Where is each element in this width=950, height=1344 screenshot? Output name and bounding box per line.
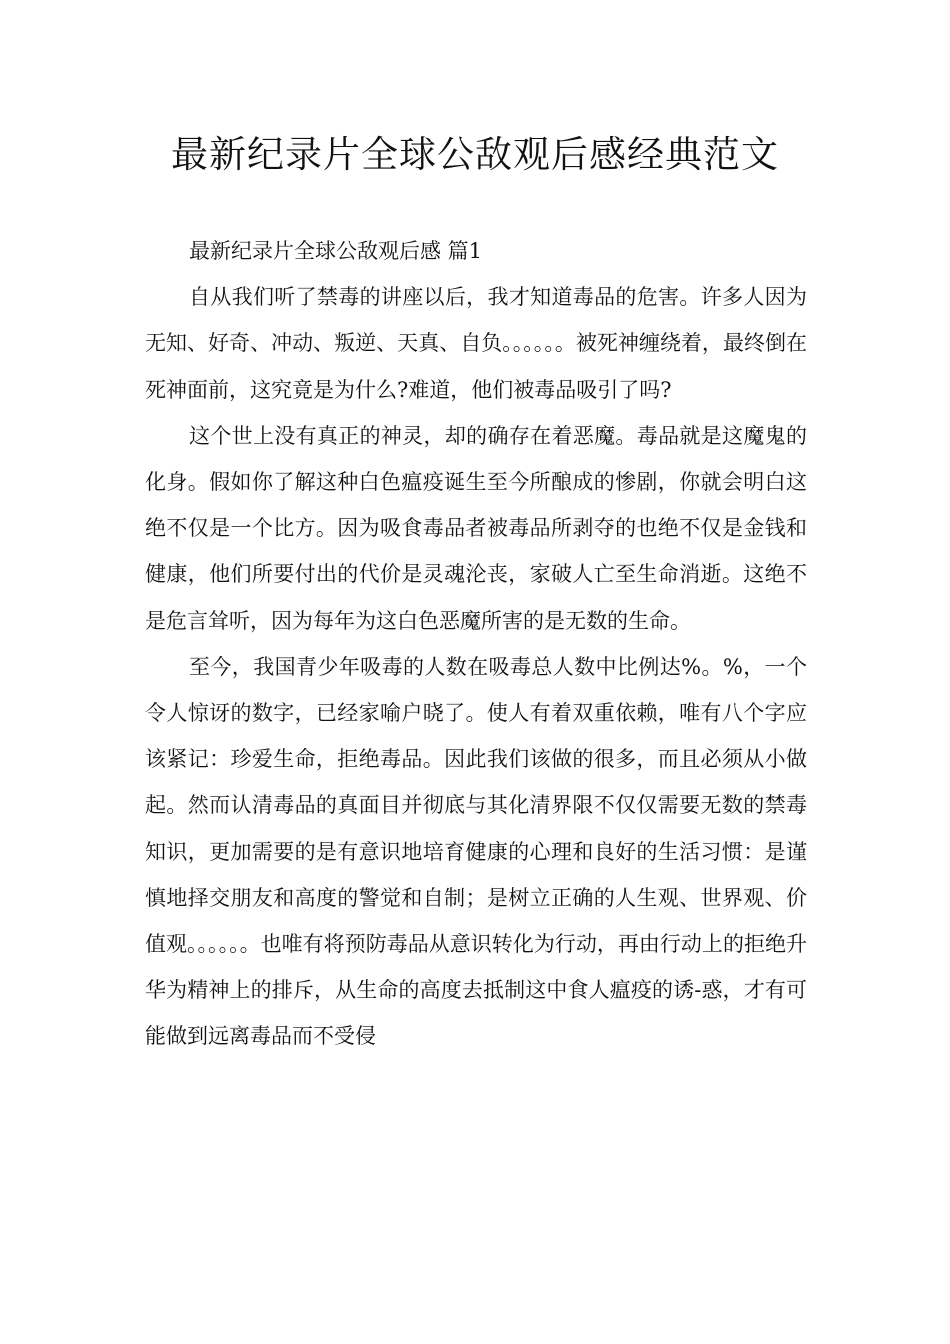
section-heading: 最新纪录片全球公敌观后感 篇1 xyxy=(189,239,483,263)
paragraph-1: 自从我们听了禁毒的讲座以后，我才知道毒品的危害。许多人因为无知、好奇、冲动、叛逆、天真、自负。。。。。。被死神缠绕着，最终倒在死神面前，这究竟是为什么?难道，他们被毒品吸引了吗? xyxy=(145,285,807,402)
paragraph-3: 至今，我国青少年吸毒的人数在吸毒总人数中比例达%。%，一个令人惊讶的数字，已经家喻户晓了。使人有着双重依赖，唯有八个字应该紧记：珍爱生命，拒绝毒品。因此我们该做的很多，而且必须从小做起。然而认清毒品的真面目并彻底与其化清界限不仅仅需要无数的禁毒知识，更加需要的是有意识地培育健康的心理和良好的生活习惯：是谨慎地择交朋友和高度的警觉和自制；是树立正确的人生观、世界观、价值观。。。。。。也唯有将预防毒品从意识转化为行动，再由行动上的拒绝升华为精神上的排斥，从生命的高度去抵制这中食人瘟疫的诱-惑，才有可能做到远离毒品而不受侵 xyxy=(145,654,807,1049)
paragraph-2: 这个世上没有真正的神灵，却的确存在着恶魔。毒品就是这魔鬼的化身。假如你了解这种白色瘟疫诞生至今所酿成的惨剧，你就会明白这绝不仅是一个比方。因为吸食毒品者被毒品所剥夺的也绝不仅是金钱和健康，他们所要付出的代价是灵魂沦丧，家破人亡至生命消逝。这绝不是危言耸听，因为每年为这白色恶魔所害的是无数的生命。 xyxy=(145,423,807,633)
document-body xyxy=(145,228,807,1060)
document-title: 最新纪录片全球公敌观后感经典范文 xyxy=(171,133,779,176)
